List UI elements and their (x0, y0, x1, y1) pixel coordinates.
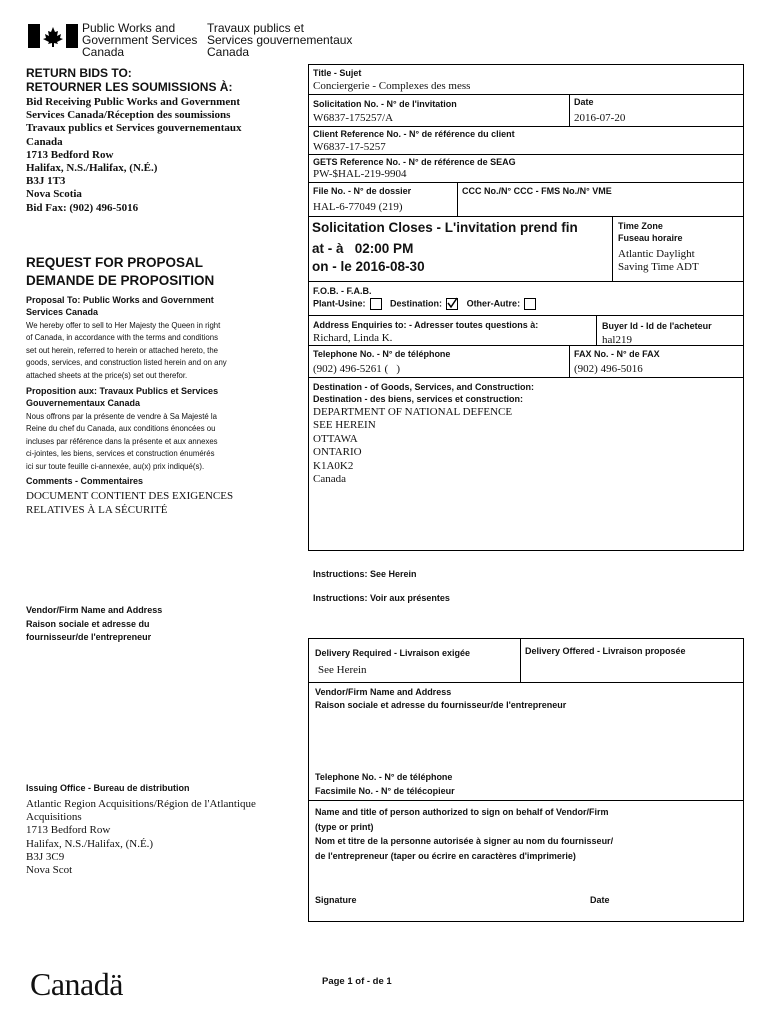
telephone-label: Telephone No. - N° de téléphone (313, 349, 451, 359)
vendor-left-label (26, 604, 162, 645)
text-line: ci-jointes, les biens, services et construction énumérés (26, 449, 215, 459)
checkmark-icon (446, 297, 458, 309)
client-reference-value: W6837-17-5257 (313, 141, 386, 153)
label-line: fournisseur/de l'entrepreneur (26, 632, 152, 642)
address-line: 1713 Bedford Row (26, 148, 114, 161)
vendor-telephone-label: Telephone No. - N° de téléphone (315, 772, 453, 782)
time-zone-label (618, 220, 683, 244)
dept-fr-line: Services gouvernementaux (207, 33, 353, 47)
plant-checkbox[interactable] (370, 298, 382, 310)
vendor-facsimile-label: Facsimile No. - N° de télécopieur (315, 786, 455, 796)
label-line: de l'entrepreneur (taper ou écrire en caractères d'imprimerie) (315, 850, 576, 861)
canada-flag-logo (28, 24, 78, 48)
text-line: Nous offrons par la présente de vendre à Sa Majesté la (26, 412, 217, 421)
gets-reference-label: GETS Reference No. - N° de référence de SEAG (313, 157, 516, 167)
plant-label: Plant-Usine: (313, 298, 366, 309)
tz-value-line: Atlantic Daylight (618, 248, 695, 260)
destination-value (313, 406, 512, 486)
comments-label: Comments - Commentaires (26, 476, 144, 486)
address-line: Atlantic Region Acquisitions/Région de l'Atlantique (26, 798, 256, 810)
fob-label: F.O.B. - F.A.B. (313, 286, 372, 296)
title-label: Title - Sujet (313, 68, 362, 78)
label-line: Raison sociale et adresse du fournisseur/de l'entrepreneur (315, 700, 567, 710)
comment-line: RELATIVES À LA SÉCURITÉ (26, 503, 168, 516)
dept-en-line: Government Services (82, 33, 198, 47)
delivery-required-value: See Herein (318, 664, 367, 676)
canada-wordmark: Canadä (30, 966, 123, 1002)
date-value: 2016-07-20 (574, 112, 626, 124)
return-bids-en: RETURN BIDS TO: (26, 66, 132, 80)
authorized-person-label (315, 805, 613, 863)
closing-date (312, 259, 425, 274)
destination-line: K1A0K2 (313, 459, 354, 472)
text-line: We hereby offer to sell to Her Majesty the Queen in right (26, 321, 221, 330)
rfp-title-fr: DEMANDE DE PROPOSITION (26, 273, 215, 288)
fob-options (313, 298, 542, 310)
divider (308, 182, 744, 183)
signature-label: Signature (315, 895, 357, 905)
issuing-office-address (26, 798, 256, 877)
divider (308, 315, 744, 316)
address-line: Bid Fax: (902) 496-5016 (26, 201, 139, 214)
proposal-to-text (26, 320, 227, 382)
buyer-id-label: Buyer Id - Id de l'acheteur (602, 321, 712, 331)
destination-label-block (313, 381, 534, 405)
issuing-office-label: Issuing Office - Bureau de distribution (26, 783, 190, 793)
address-line: Bid Receiving Public Works and Government (26, 96, 241, 108)
destination-label-line: Destination - des biens, services et construction: (313, 394, 524, 404)
proposition-label: Proposition aux: Travaux Publics et Services Gouvernementaux Canada (26, 386, 219, 408)
address-line: Halifax, N.S./Halifax, (N.É.) (26, 162, 158, 175)
divider (596, 315, 597, 345)
address-line: Services Canada/Réception des soumissions (26, 109, 231, 122)
divider (308, 216, 744, 217)
proposal-to-label: Proposal To: Public Works and Government Services Canada (26, 295, 214, 317)
time-zone-value (618, 248, 699, 274)
text-line: attached sheets at the price(s) set out therefor. (26, 370, 188, 380)
delivery-offered-label: Delivery Offered - Livraison proposée (525, 646, 686, 656)
return-bids-title (26, 66, 232, 94)
client-reference-label: Client Reference No. - N° de référence du client (313, 129, 515, 139)
divider (520, 638, 521, 682)
vendor-name-address-label (315, 686, 566, 712)
text-line: ici sur toute feuille ci-annexée, au(x) prix indiqué(s). (26, 461, 205, 471)
label-line: Vendor/Firm Name and Address (26, 605, 163, 615)
text-line: of Canada, in accordance with the terms and conditions (26, 333, 219, 343)
address-line: 1713 Bedford Row (26, 824, 111, 837)
delivery-required-label: Delivery Required - Livraison exigée (315, 648, 471, 658)
tz-value-line: Saving Time ADT (618, 261, 699, 273)
address-enquiries-value: Richard, Linda K. (313, 332, 393, 344)
destination-line: OTTAWA (313, 432, 358, 445)
divider (308, 281, 744, 282)
fax-value: (902) 496-5016 (574, 363, 643, 375)
comment-line: DOCUMENT CONTIENT DES EXIGENCES (26, 490, 234, 502)
address-enquiries-label: Address Enquiries to: - Adresser toutes questions à: (313, 320, 539, 330)
text-line: goods, services, and construction listed herein and on any (26, 358, 227, 368)
divider (308, 154, 744, 155)
destination-label: Destination: (390, 298, 443, 309)
solicitation-number-value: W6837-175257/A (313, 112, 394, 124)
return-bids-address (26, 96, 242, 215)
closing-time (312, 241, 413, 256)
file-number-value: HAL-6-77049 (219) (313, 201, 403, 213)
destination-line: DEPARTMENT OF NATIONAL DEFENCE (313, 406, 513, 418)
divider (308, 94, 744, 95)
signature-date-label: Date (590, 895, 610, 905)
dept-en-line: Canada (82, 45, 125, 59)
page-number: Page 1 of - de 1 (322, 976, 392, 987)
label-line: Raison sociale et adresse du (26, 618, 150, 629)
address-line: Halifax, N.S./Halifax, (N.É.) (26, 837, 154, 850)
divider (457, 182, 458, 216)
on-value: 2016-08-30 (355, 259, 425, 274)
proposition-text (26, 411, 218, 473)
destination-line: SEE HEREIN (313, 419, 376, 432)
text-line: incluses par référence dans la présente et aux annexes (26, 436, 218, 446)
address-line: Acquisitions (26, 811, 82, 824)
divider (308, 800, 744, 801)
buyer-id-value: hal219 (602, 334, 632, 346)
label-line: Name and title of person authorized to sign on behalf of Vendor/Firm (315, 807, 609, 817)
rfp-title (26, 254, 214, 290)
destination-checkbox[interactable] (446, 298, 458, 310)
label-line: (type or print) (315, 821, 374, 832)
address-line: Nova Scotia (26, 188, 82, 201)
divider (612, 216, 613, 281)
telephone-value: (902) 496-5261 ( ) (313, 363, 401, 375)
divider (308, 345, 744, 346)
divider (308, 682, 744, 683)
tz-label-line: Time Zone (618, 221, 663, 231)
address-line: Nova Scot (26, 864, 73, 877)
instructions-en: Instructions: See Herein (313, 569, 417, 579)
destination-label-line: Destination - of Goods, Services, and Construction: (313, 382, 535, 392)
department-name-fr (207, 22, 352, 58)
comments-text (26, 490, 233, 517)
divider (569, 345, 570, 377)
fax-label: FAX No. - N° de FAX (574, 349, 660, 359)
rfp-title-en: REQUEST FOR PROPOSAL (26, 255, 204, 270)
address-line: B3J 1T3 (26, 175, 66, 188)
on-label: on - le (312, 259, 352, 274)
at-value: 02:00 PM (354, 241, 414, 256)
address-line: Travaux publics et Services gouvernementaux (26, 122, 242, 135)
return-bids-fr: RETOURNER LES SOUMISSIONS À: (26, 80, 233, 94)
text-line: Reine du chef du Canada, aux conditions énoncées ou (26, 424, 216, 434)
gets-reference-value: PW-$HAL-219-9904 (313, 168, 407, 180)
label-line: Vendor/Firm Name and Address (315, 687, 452, 697)
other-label: Other-Autre: (466, 298, 521, 309)
dept-en-line: Public Works and (82, 21, 176, 35)
dept-fr-line: Canada (207, 45, 250, 59)
solicitation-number-label: Solicitation No. - N° de l'invitation (313, 99, 457, 109)
other-checkbox[interactable] (524, 298, 536, 310)
department-name-en (82, 22, 197, 58)
tz-label-line: Fuseau horaire (618, 233, 683, 243)
destination-line: ONTARIO (313, 446, 362, 459)
solicitation-closes-title: Solicitation Closes - L'invitation prend fin (312, 220, 578, 235)
date-label: Date (574, 97, 594, 107)
dept-fr-line: Travaux publics et (207, 21, 304, 35)
divider (569, 94, 570, 126)
destination-line: Canada (313, 473, 346, 486)
label-line: Nom et titre de la personne autorisée à signer au nom du fournisseur/ (315, 836, 614, 846)
at-label: at - à (312, 241, 344, 256)
address-line: B3J 3C9 (26, 850, 65, 863)
instructions-fr: Instructions: Voir aux présentes (313, 593, 450, 603)
file-number-label: File No. - N° de dossier (313, 186, 412, 196)
text-line: set out herein, referred to herein or attached hereto, the (26, 345, 219, 355)
address-line: Canada (26, 135, 63, 148)
ccc-number-label: CCC No./N° CCC - FMS No./N° VME (462, 186, 612, 196)
divider (308, 126, 744, 127)
title-value: Conciergerie - Complexes des mess (313, 80, 471, 92)
divider (308, 377, 744, 378)
